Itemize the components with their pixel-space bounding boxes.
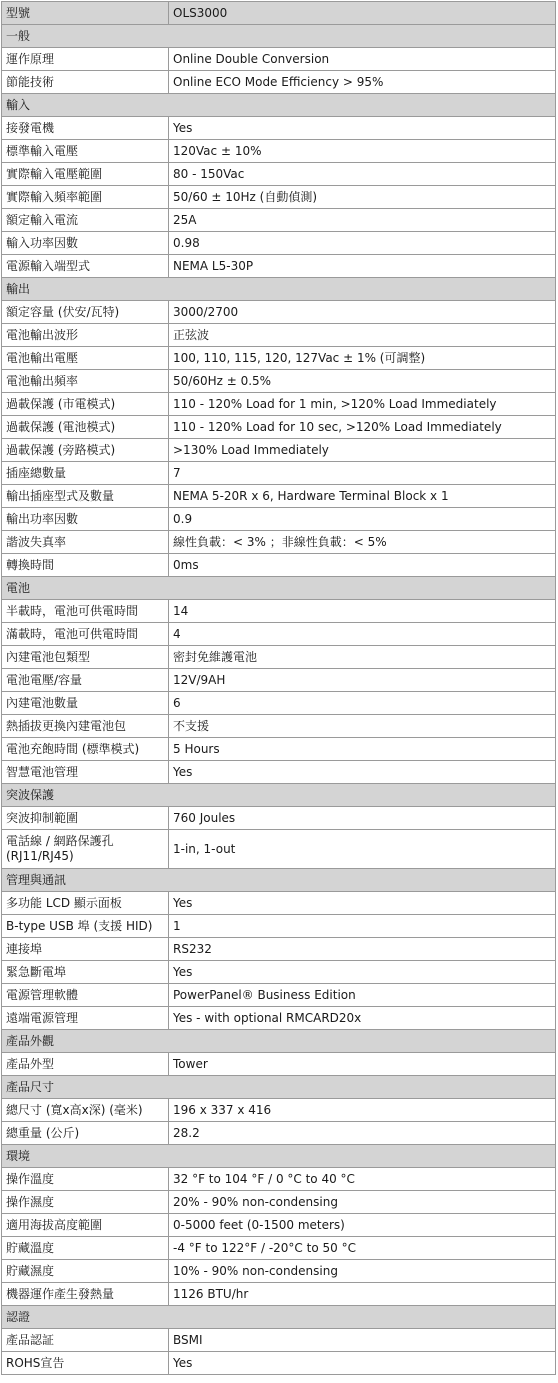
spec-value: Online ECO Mode Efficiency > 95% <box>169 71 556 94</box>
spec-value: Tower <box>169 1053 556 1076</box>
spec-label: 滿載時，電池可供電時間 <box>2 623 169 646</box>
spec-value: RS232 <box>169 938 556 961</box>
spec-label: 操作溫度 <box>2 1168 169 1191</box>
model-label: 型號 <box>2 2 169 25</box>
model-value: OLS3000 <box>169 2 556 25</box>
spec-row <box>2 1168 556 1191</box>
spec-value: 32 °F to 104 °F / 0 °C to 40 °C <box>169 1168 556 1191</box>
spec-label: 電池輸出頻率 <box>2 370 169 393</box>
spec-value: Yes <box>169 892 556 915</box>
spec-label: 輸出插座型式及數量 <box>2 485 169 508</box>
spec-row <box>2 1283 556 1306</box>
spec-row <box>2 416 556 439</box>
spec-row <box>2 738 556 761</box>
spec-value: 110 - 120% Load for 1 min, >120% Load Immediately <box>169 393 556 416</box>
spec-row <box>2 370 556 393</box>
spec-value: 0.9 <box>169 508 556 531</box>
spec-row <box>2 324 556 347</box>
section-title: 輸入 <box>2 94 556 117</box>
spec-value: BSMI <box>169 1329 556 1352</box>
spec-label: 過載保護 (電池模式) <box>2 416 169 439</box>
spec-value: -4 °F to 122°F / -20°C to 50 °C <box>169 1237 556 1260</box>
spec-label: 產品認証 <box>2 1329 169 1352</box>
spec-value: 80 - 150Vac <box>169 163 556 186</box>
spec-value: 10% - 90% non-condensing <box>169 1260 556 1283</box>
spec-value: 6 <box>169 692 556 715</box>
section-header-row <box>2 25 556 48</box>
spec-label: 內建電池數量 <box>2 692 169 715</box>
spec-row <box>2 938 556 961</box>
spec-label: 智慧電池管理 <box>2 761 169 784</box>
spec-label: 內建電池包類型 <box>2 646 169 669</box>
section-title: 突波保護 <box>2 784 556 807</box>
spec-row <box>2 347 556 370</box>
spec-label: 突波抑制範圍 <box>2 807 169 830</box>
spec-value: 12V/9AH <box>169 669 556 692</box>
spec-value: Yes - with optional RMCARD20x <box>169 1007 556 1030</box>
spec-value: Online Double Conversion <box>169 48 556 71</box>
spec-row <box>2 646 556 669</box>
spec-label: 電池輸出波形 <box>2 324 169 347</box>
spec-label: ROHS宣告 <box>2 1352 169 1375</box>
spec-row <box>2 669 556 692</box>
section-header-row <box>2 577 556 600</box>
spec-row <box>2 1053 556 1076</box>
section-title: 電池 <box>2 577 556 600</box>
spec-row <box>2 1099 556 1122</box>
spec-row <box>2 140 556 163</box>
spec-label: 標準輸入電壓 <box>2 140 169 163</box>
spec-label: 電池充飽時間 (標準模式) <box>2 738 169 761</box>
spec-row <box>2 209 556 232</box>
spec-row <box>2 554 556 577</box>
spec-row <box>2 255 556 278</box>
spec-label: 實際輸入頻率範圍 <box>2 186 169 209</box>
spec-table <box>1 1 556 1375</box>
section-header-row <box>2 1306 556 1329</box>
spec-row <box>2 439 556 462</box>
spec-label: 轉換時間 <box>2 554 169 577</box>
spec-label: 額定輸入電流 <box>2 209 169 232</box>
spec-row <box>2 961 556 984</box>
spec-value: PowerPanel® Business Edition <box>169 984 556 1007</box>
spec-value: 760 Joules <box>169 807 556 830</box>
spec-value: 3000/2700 <box>169 301 556 324</box>
spec-label: 輸出功率因數 <box>2 508 169 531</box>
spec-label: 操作濕度 <box>2 1191 169 1214</box>
spec-row <box>2 163 556 186</box>
spec-row <box>2 1214 556 1237</box>
spec-row <box>2 600 556 623</box>
spec-row <box>2 508 556 531</box>
spec-row <box>2 186 556 209</box>
spec-value: 7 <box>169 462 556 485</box>
spec-label: 適用海拔高度範圍 <box>2 1214 169 1237</box>
spec-value: 110 - 120% Load for 10 sec, >120% Load Immediately <box>169 416 556 439</box>
spec-value: 5 Hours <box>169 738 556 761</box>
section-header-row <box>2 94 556 117</box>
section-title: 一般 <box>2 25 556 48</box>
spec-value: 14 <box>169 600 556 623</box>
spec-value: 50/60Hz ± 0.5% <box>169 370 556 393</box>
spec-value: 28.2 <box>169 1122 556 1145</box>
spec-value: 不支援 <box>169 715 556 738</box>
spec-label: 過載保護 (市電模式) <box>2 393 169 416</box>
spec-row <box>2 623 556 646</box>
spec-label: 額定容量 (伏安/瓦特) <box>2 301 169 324</box>
section-header-row <box>2 1145 556 1168</box>
spec-label: 運作原理 <box>2 48 169 71</box>
section-header-row <box>2 1030 556 1053</box>
spec-value: Yes <box>169 761 556 784</box>
spec-label: 熱插拔更換內建電池包 <box>2 715 169 738</box>
spec-row <box>2 485 556 508</box>
spec-label: 貯藏溫度 <box>2 1237 169 1260</box>
spec-label: 多功能 LCD 顯示面板 <box>2 892 169 915</box>
spec-row <box>2 531 556 554</box>
spec-value: 120Vac ± 10% <box>169 140 556 163</box>
section-title: 認證 <box>2 1306 556 1329</box>
spec-label: B-type USB 埠 (支援 HID) <box>2 915 169 938</box>
spec-value: 線性負載：< 3% ；非線性負載：< 5% <box>169 531 556 554</box>
spec-value: 20% - 90% non-condensing <box>169 1191 556 1214</box>
spec-row <box>2 892 556 915</box>
spec-row <box>2 1352 556 1375</box>
section-header-row <box>2 869 556 892</box>
section-title: 管理與通訊 <box>2 869 556 892</box>
spec-value: 0.98 <box>169 232 556 255</box>
spec-label: 接發電機 <box>2 117 169 140</box>
spec-label: 連接埠 <box>2 938 169 961</box>
spec-row <box>2 1329 556 1352</box>
spec-value: 0ms <box>169 554 556 577</box>
spec-label: 電話線 / 網路保護孔 (RJ11/RJ45) <box>2 830 169 869</box>
spec-value: 密封免維護電池 <box>169 646 556 669</box>
spec-value: 1 <box>169 915 556 938</box>
spec-row <box>2 1260 556 1283</box>
spec-label: 總重量 (公斤) <box>2 1122 169 1145</box>
section-title: 產品外觀 <box>2 1030 556 1053</box>
spec-row <box>2 807 556 830</box>
spec-value: 正弦波 <box>169 324 556 347</box>
spec-value: Yes <box>169 961 556 984</box>
spec-row <box>2 393 556 416</box>
spec-value: 1126 BTU/hr <box>169 1283 556 1306</box>
spec-row <box>2 48 556 71</box>
spec-row <box>2 830 556 869</box>
spec-value: 196 x 337 x 416 <box>169 1099 556 1122</box>
spec-label: 機器運作產生發熱量 <box>2 1283 169 1306</box>
spec-value: 100, 110, 115, 120, 127Vac ± 1% (可調整) <box>169 347 556 370</box>
spec-row <box>2 761 556 784</box>
spec-row <box>2 301 556 324</box>
spec-value: 0-5000 feet (0-1500 meters) <box>169 1214 556 1237</box>
spec-label: 遠端電源管理 <box>2 1007 169 1030</box>
spec-label: 緊急斷電埠 <box>2 961 169 984</box>
spec-label: 電池電壓/容量 <box>2 669 169 692</box>
spec-value: 4 <box>169 623 556 646</box>
spec-label: 電源輸入端型式 <box>2 255 169 278</box>
spec-row <box>2 692 556 715</box>
spec-row <box>2 71 556 94</box>
spec-value: 1-in, 1-out <box>169 830 556 869</box>
spec-label: 插座總數量 <box>2 462 169 485</box>
spec-label: 諧波失真率 <box>2 531 169 554</box>
spec-value: NEMA L5-30P <box>169 255 556 278</box>
spec-row <box>2 232 556 255</box>
spec-row <box>2 715 556 738</box>
spec-value: Yes <box>169 117 556 140</box>
spec-row <box>2 1191 556 1214</box>
spec-label: 產品外型 <box>2 1053 169 1076</box>
spec-label: 過載保護 (旁路模式) <box>2 439 169 462</box>
spec-value: NEMA 5-20R x 6, Hardware Terminal Block x 1 <box>169 485 556 508</box>
spec-label: 半載時，電池可供電時間 <box>2 600 169 623</box>
spec-row <box>2 984 556 1007</box>
model-header-row <box>2 2 556 25</box>
spec-row <box>2 462 556 485</box>
spec-row <box>2 117 556 140</box>
spec-label: 總尺寸 (寬x高x深) (毫米) <box>2 1099 169 1122</box>
section-title: 輸出 <box>2 278 556 301</box>
spec-value: 50/60 ± 10Hz (自動偵測) <box>169 186 556 209</box>
spec-label: 輸入功率因數 <box>2 232 169 255</box>
section-title: 環境 <box>2 1145 556 1168</box>
section-title: 產品尺寸 <box>2 1076 556 1099</box>
spec-value: >130% Load Immediately <box>169 439 556 462</box>
spec-row <box>2 915 556 938</box>
section-header-row <box>2 1076 556 1099</box>
spec-label: 電源管理軟體 <box>2 984 169 1007</box>
section-header-row <box>2 278 556 301</box>
spec-row <box>2 1007 556 1030</box>
spec-value: Yes <box>169 1352 556 1375</box>
spec-label: 節能技術 <box>2 71 169 94</box>
spec-row <box>2 1122 556 1145</box>
spec-table-body <box>2 2 556 1375</box>
section-header-row <box>2 784 556 807</box>
spec-label: 實際輸入電壓範圍 <box>2 163 169 186</box>
spec-row <box>2 1237 556 1260</box>
spec-value: 25A <box>169 209 556 232</box>
spec-label: 電池輸出電壓 <box>2 347 169 370</box>
spec-label: 貯藏濕度 <box>2 1260 169 1283</box>
